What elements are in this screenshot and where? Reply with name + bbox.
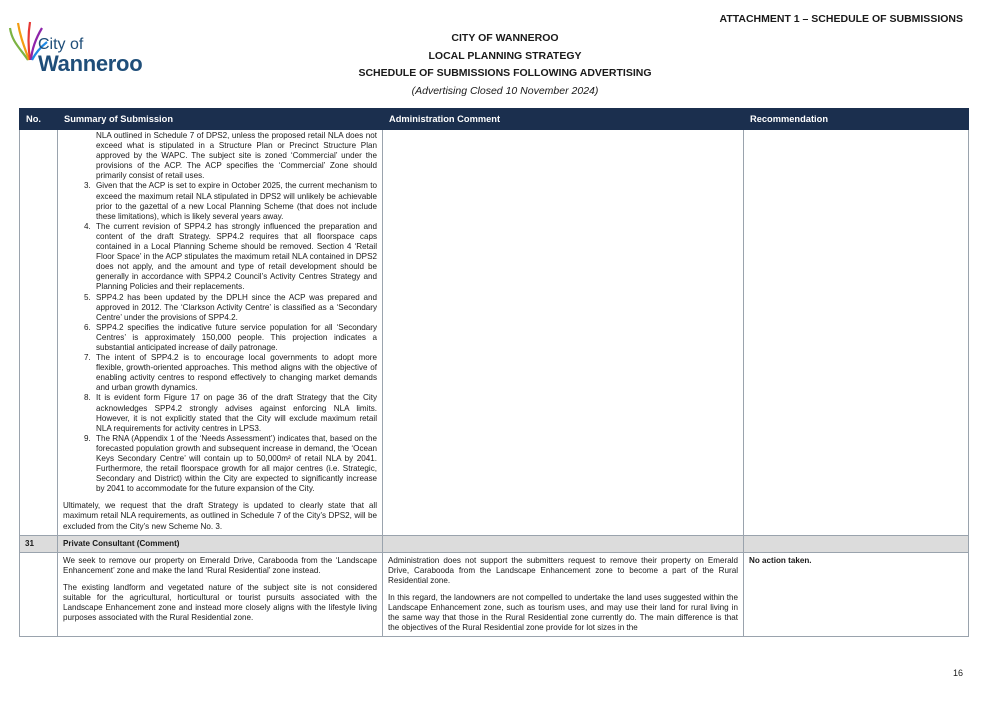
list-item: 8. It is evident form Figure 17 on page 36 of the draft Strategy that the City acknowledges SPP4.2 strongly advises against enforcing NLA limits. However, it is not explicitly stated that the City will exclude maximum retail NLA requirements for activity centres in LPS3. [93,393,377,433]
submitter-type: Private Consultant (Comment) [58,535,383,552]
summary-closing-paragraph: Ultimately, we request that the draft Strategy is updated to clearly state that all maximum retail NLA requirements, as outlined in Schedule 7 of the City’s DPS2, will be excluded from the City’s new Scheme No. 3. [63,501,377,531]
list-item: 9. The RNA (Appendix 1 of the ‘Needs Assessment’) indicates that, based on the forecasted population growth and subsequent increase in demand, the ‘Ocean Keys Secondary Centre’ will contain up to 50,000m² of retail NLA by 2041. Furthermore, the retail floorspace growth for all major centres (i.e. Strategic, Secondary and District) within the City are expected to significantly increase by 2041 to accommodate for the future expansion of the City. [93,434,377,495]
list-item: 7. The intent of SPP4.2 is to encourage local governments to adopt more flexible, growth-oriented approaches. This method aligns with the objective of enabling activity centres to respond effectively to changing market demands and urban growth dynamics. [93,353,377,393]
comment-paragraph: In this regard, the landowners are not compelled to undertake the land uses suggested within the Landscape Enhancement zone, such as tourism uses, and may use their land for rural living in the same way that those in the Rural Residential zone currently do. The main difference is that the objectives of the Rural Residential zone provide for lot sizes in the [388,593,738,633]
cell-recommendation [744,130,969,536]
column-header-summary: Summary of Submission [58,109,383,130]
column-header-administration-comment: Administration Comment [383,109,744,130]
schedule-of-submissions-table [19,108,969,637]
comment-paragraph: Administration does not support the submitters request to remove their property on Emerald Drive, Carabooda from the Landscape Enhancement zone to become a part of the Rural Residential zone. [388,555,738,585]
column-header-no: No. [20,109,58,130]
document-titles [300,30,710,100]
city-of-wanneroo-logo [8,20,168,80]
list-item: 6. SPP4.2 specifies the indicative future service population for all ‘Secondary Centres’ is approximately 150,000 people. This projection indicates a substantial anticipated increase of daily patronage. [93,323,377,353]
logo-text-wanneroo: Wanneroo [38,51,143,76]
list-item: 4. The current revision of SPP4.2 has strongly influenced the preparation and content of the draft Strategy. SPP4.2 requires that all floorspace caps contained in a Local Planning Scheme should be removed. Section 4 ‘Retail Floor Space’ in the ACP stipulates the maximum retail NLA contained in DPS2 does not apply, and the amount and type of retail development should be generally in accordance with SPP4.2 Council’s Activity Centres Strategy and Planning Policies and their replacements. [93,222,377,293]
submitter-row-31 [20,535,969,552]
submission-number: 31 [20,535,58,552]
column-header-recommendation: Recommendation [744,109,969,130]
logo-text-city-of: City of [38,36,84,53]
table-row-31 [20,552,969,637]
cell-recommendation [744,552,969,637]
cell-number [20,130,58,536]
cell-administration-comment [383,552,744,637]
submitter-row-empty-cell [383,535,744,552]
summary-paragraph: The existing landform and vegetated nature of the subject site is not considered suitable for the agricultural, horticultural or tourist pursuits associated with the Landscape Enhancement zone and instead more closely aligns with the lifestyle living purposes associated with the Rural Residential zone. [63,582,377,623]
title-line-1: CITY OF WANNEROO [451,32,559,44]
cell-summary [58,552,383,637]
list-item: NLA outlined in Schedule 7 of DPS2, unless the proposed retail NLA does not exceed what is stipulated in a Structure Plan or Precinct Structure Plan approved by the WAPC. The subject site is zoned ‘Commercial’ under the provisions of the ACP. The ACP specifies the ‘Commercial’ Zone should primarily consist of retail uses. [96,131,377,181]
page-number: 16 [952,668,963,678]
table-row-continued [20,130,969,536]
cell-administration-comment [383,130,744,536]
summary-paragraph: We seek to remove our property on Emerald Drive, Carabooda from the ‘Landscape Enhancement’ zone and make the land ‘Rural Residential’ zone instead. [63,555,377,575]
cell-number [20,552,58,637]
title-line-2: LOCAL PLANNING STRATEGY [428,49,582,62]
table-header-row [20,109,969,130]
advertising-closed-subtitle: (Advertising Closed 10 November 2024) [411,84,599,97]
list-item: 3. Given that the ACP is set to expire in October 2025, the current mechanism to exceed the maximum retail NLA stipulated in DPS2 will unlikely be achievable prior to the gazettal of a new Local Planning Scheme (that does not include these limitations), which is likely several years away. [93,181,377,221]
cell-summary-continued [58,130,383,536]
recommendation-text: No action taken. [749,555,812,565]
title-line-3: SCHEDULE OF SUBMISSIONS FOLLOWING ADVERTISING [358,67,652,79]
submitter-row-empty-cell [744,535,969,552]
list-item: 5. SPP4.2 has been updated by the DPLH since the ACP was prepared and approved in 2012. The ‘Clarkson Activity Centre’ is classified as a ‘Secondary Centre’ under the provisions of SPP4.2. [93,293,377,323]
attachment-heading: ATTACHMENT 1 – SCHEDULE OF SUBMISSIONS [719,13,963,25]
